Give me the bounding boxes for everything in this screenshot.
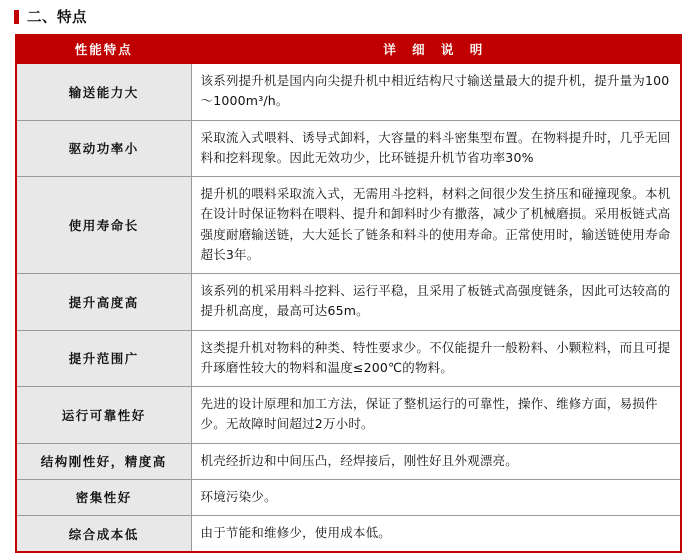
heading-marker-icon [14,10,19,24]
description-cell: 环境污染少。 [191,479,681,515]
description-cell: 由于节能和维修少，使用成本低。 [191,516,681,553]
description-cell: 采取流入式喂料、诱导式卸料，大容量的料斗密集型布置。在物料提升时，几乎无回料和挖料现象。因此无效功少，比环链提升机节省功率30% [191,120,681,177]
table-row [16,479,681,515]
description-cell: 该系列的机采用料斗挖料、运行平稳，且采用了板链式高强度链条，因此可达较高的提升机高度，最高可达65m。 [191,274,681,331]
table-row [16,387,681,444]
table-row [16,274,681,331]
feature-cell: 综合成本低 [16,516,191,553]
column-header-description: 详 细 说 明 [191,35,681,64]
feature-cell: 密集性好 [16,479,191,515]
description-cell: 提升机的喂料采取流入式，无需用斗挖料，材料之间很少发生挤压和碰撞现象。本机在设计时保证物料在喂料、提升和卸料时少有撒落，减少了机械磨损。采用板链式高强度耐磨输送链，大大延长了链条和料斗的使用寿命。正常使用时，输送链使用寿命超长3年。 [191,177,681,274]
feature-cell: 提升范围广 [16,330,191,387]
section-heading [0,0,697,34]
features-table [15,34,682,553]
column-header-feature: 性能特点 [16,35,191,64]
table-row [16,443,681,479]
feature-cell: 运行可靠性好 [16,387,191,444]
table-row [16,177,681,274]
description-cell: 机壳经折边和中间压凸，经焊接后，刚性好且外观漂亮。 [191,443,681,479]
feature-cell: 结构刚性好，精度高 [16,443,191,479]
table-row [16,330,681,387]
feature-cell: 驱动功率小 [16,120,191,177]
feature-cell: 使用寿命长 [16,177,191,274]
table-row [16,120,681,177]
table-row [16,64,681,121]
description-cell: 该系列提升机是国内向尖提升机中相近结构尺寸输送量最大的提升机，提升量为100～1000m³/h。 [191,64,681,121]
description-cell: 先进的设计原理和加工方法，保证了整机运行的可靠性，操作、维修方面，易损件少。无故障时间超过2万小时。 [191,387,681,444]
table-header-row [16,35,681,64]
section-heading-label: 二、特点 [27,10,87,26]
feature-cell: 提升高度高 [16,274,191,331]
description-cell: 这类提升机对物料的种类、特性要求少。不仅能提升一般粉料、小颗粒料，而且可提升琢磨性较大的物料和温度≤200℃的物料。 [191,330,681,387]
table-row [16,516,681,553]
feature-cell: 输送能力大 [16,64,191,121]
